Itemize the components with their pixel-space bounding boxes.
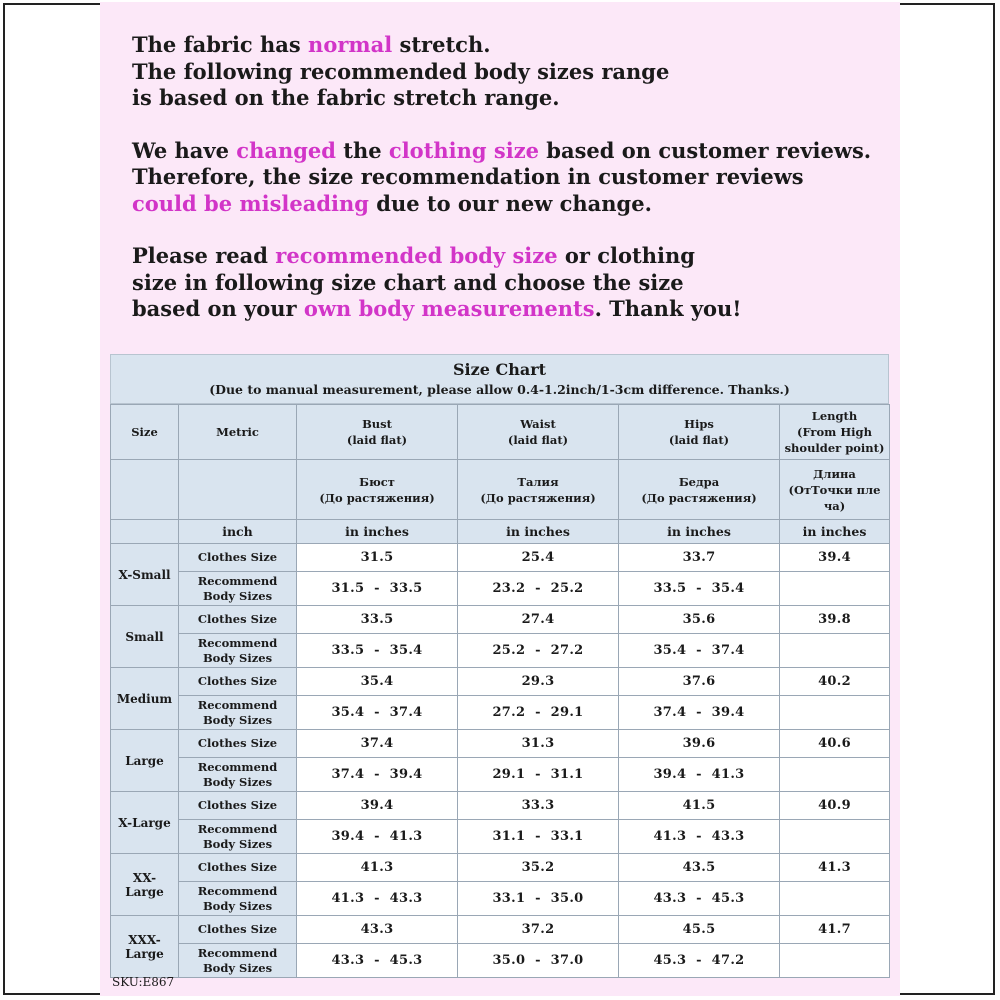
header-size: Size [111, 405, 179, 460]
clothes-value: 41.3 [780, 854, 890, 882]
body-range-value: 33.5 - 35.4 [619, 572, 780, 606]
size-row-clothes [111, 668, 890, 696]
body-range-value: 23.2 - 25.2 [458, 572, 619, 606]
body-range-value: 37.4 - 39.4 [297, 758, 458, 792]
size-row-clothes [111, 792, 890, 820]
body-range-value: 37.4 - 39.4 [619, 696, 780, 730]
intro-paragraph-size-change: We have changed the clothing size based on customer reviews. Therefore, the size recommendation in customer reviews could be misleading due to our new change. [132, 137, 872, 216]
unit-size-blank [111, 520, 179, 544]
body-range-value: 27.2 - 29.1 [458, 696, 619, 730]
highlighted-phrase: could be misleading [132, 190, 369, 216]
size-chart [110, 354, 889, 975]
clothes-value: 39.6 [619, 730, 780, 758]
intro-text [132, 32, 892, 349]
body-range-value: 35.4 - 37.4 [619, 634, 780, 668]
highlighted-phrase: normal [308, 32, 393, 57]
size-row-recommend [111, 882, 890, 916]
clothes-value: 43.5 [619, 854, 780, 882]
metric-recommend-body: Recommend Body Sizes [179, 882, 297, 916]
clothes-value: 29.3 [458, 668, 619, 696]
body-length-blank [780, 820, 890, 854]
metric-recommend-body: Recommend Body Sizes [179, 572, 297, 606]
highlighted-phrase: clothing size [388, 137, 539, 163]
clothes-value: 33.3 [458, 792, 619, 820]
clothes-value: 40.2 [780, 668, 890, 696]
size-row-clothes [111, 606, 890, 634]
clothes-value: 27.4 [458, 606, 619, 634]
body-range-value: 31.1 - 33.1 [458, 820, 619, 854]
intro-paragraph-instructions: Please read recommended body size or clothing size in following size chart and choose the size based on your own body measurements. Thank you! [132, 243, 742, 321]
metric-clothes-size: Clothes Size [179, 854, 297, 882]
size-name: X-Large [111, 792, 179, 854]
unit-row [111, 520, 890, 544]
size-row-clothes [111, 854, 890, 882]
header-ru-bust: Бюст (До растяжения) [297, 460, 458, 520]
size-chart-subtitle: (Due to manual measurement, please allow 0.4-1.2inch/1-3cm difference. Thanks.) [209, 382, 790, 397]
header-ru-hips: Бедра (До растяжения) [619, 460, 780, 520]
clothes-value: 39.4 [297, 792, 458, 820]
size-table-body [111, 405, 890, 978]
clothes-value: 39.8 [780, 606, 890, 634]
clothes-value: 25.4 [458, 544, 619, 572]
size-row-clothes [111, 916, 890, 944]
header-ru-metric-blank [179, 460, 297, 520]
metric-recommend-body: Recommend Body Sizes [179, 758, 297, 792]
size-row-clothes [111, 730, 890, 758]
body-length-blank [780, 634, 890, 668]
body-range-value: 33.1 - 35.0 [458, 882, 619, 916]
header-ru-waist: Талия (До растяжения) [458, 460, 619, 520]
unit-length: in inches [780, 520, 890, 544]
size-table [110, 404, 890, 978]
clothes-value: 35.4 [297, 668, 458, 696]
clothes-value: 31.3 [458, 730, 619, 758]
body-length-blank [780, 882, 890, 916]
highlighted-phrase: own body measurements [303, 296, 595, 321]
metric-clothes-size: Clothes Size [179, 544, 297, 572]
header-ru-length: Длина (ОтТочки пле ча) [780, 460, 890, 520]
size-row-recommend [111, 696, 890, 730]
header-hips: Hips (laid flat) [619, 405, 780, 460]
metric-clothes-size: Clothes Size [179, 668, 297, 696]
clothes-value: 40.6 [780, 730, 890, 758]
body-range-value: 25.2 - 27.2 [458, 634, 619, 668]
metric-clothes-size: Clothes Size [179, 916, 297, 944]
clothes-value: 35.6 [619, 606, 780, 634]
size-name: Small [111, 606, 179, 668]
clothes-value: 40.9 [780, 792, 890, 820]
metric-clothes-size: Clothes Size [179, 730, 297, 758]
body-range-value: 41.3 - 43.3 [297, 882, 458, 916]
metric-clothes-size: Clothes Size [179, 792, 297, 820]
size-name: X-Small [111, 544, 179, 606]
body-length-blank [780, 572, 890, 606]
header-ru-size-blank [111, 460, 179, 520]
body-range-value: 35.0 - 37.0 [458, 944, 619, 978]
clothes-value: 37.6 [619, 668, 780, 696]
size-row-recommend [111, 758, 890, 792]
unit-metric: inch [179, 520, 297, 544]
clothes-value: 31.5 [297, 544, 458, 572]
clothes-value: 33.7 [619, 544, 780, 572]
highlighted-phrase: recommended body size [275, 243, 558, 268]
header-bust: Bust (laid flat) [297, 405, 458, 460]
clothes-value: 35.2 [458, 854, 619, 882]
unit-hips: in inches [619, 520, 780, 544]
body-range-value: 29.1 - 31.1 [458, 758, 619, 792]
header-row-russian [111, 460, 890, 520]
body-range-value: 45.3 - 47.2 [619, 944, 780, 978]
clothes-value: 45.5 [619, 916, 780, 944]
body-range-value: 33.5 - 35.4 [297, 634, 458, 668]
metric-recommend-body: Recommend Body Sizes [179, 634, 297, 668]
size-row-clothes [111, 544, 890, 572]
header-row-english [111, 405, 890, 460]
body-range-value: 43.3 - 45.3 [297, 944, 458, 978]
highlighted-phrase: changed [236, 137, 336, 163]
sku-label: SKU:E867 [112, 975, 175, 989]
header-waist: Waist (laid flat) [458, 405, 619, 460]
metric-recommend-body: Recommend Body Sizes [179, 944, 297, 978]
size-name: Medium [111, 668, 179, 730]
size-name: XX- Large [111, 854, 179, 916]
clothes-value: 37.2 [458, 916, 619, 944]
size-row-recommend [111, 944, 890, 978]
clothes-value: 37.4 [297, 730, 458, 758]
metric-clothes-size: Clothes Size [179, 606, 297, 634]
size-name: Large [111, 730, 179, 792]
body-range-value: 39.4 - 41.3 [297, 820, 458, 854]
size-row-recommend [111, 572, 890, 606]
metric-recommend-body: Recommend Body Sizes [179, 696, 297, 730]
size-name: XXX- Large [111, 916, 179, 978]
header-metric: Metric [179, 405, 297, 460]
clothes-value: 43.3 [297, 916, 458, 944]
unit-bust: in inches [297, 520, 458, 544]
size-chart-title: Size Chart [452, 360, 547, 379]
body-range-value: 41.3 - 43.3 [619, 820, 780, 854]
body-range-value: 31.5 - 33.5 [297, 572, 458, 606]
clothes-value: 41.5 [619, 792, 780, 820]
clothes-value: 33.5 [297, 606, 458, 634]
clothes-value: 41.7 [780, 916, 890, 944]
clothes-value: 41.3 [297, 854, 458, 882]
body-length-blank [780, 758, 890, 792]
body-length-blank [780, 944, 890, 978]
intro-paragraph-stretch: The fabric has normal stretch. The following recommended body sizes range is based on the fabric stretch range. [132, 32, 670, 110]
body-range-value: 35.4 - 37.4 [297, 696, 458, 730]
clothes-value: 39.4 [780, 544, 890, 572]
size-row-recommend [111, 820, 890, 854]
body-range-value: 43.3 - 45.3 [619, 882, 780, 916]
metric-recommend-body: Recommend Body Sizes [179, 820, 297, 854]
size-row-recommend [111, 634, 890, 668]
size-chart-header [110, 354, 889, 404]
body-length-blank [780, 696, 890, 730]
header-length: Length (From High shoulder point) [780, 405, 890, 460]
unit-waist: in inches [458, 520, 619, 544]
body-range-value: 39.4 - 41.3 [619, 758, 780, 792]
